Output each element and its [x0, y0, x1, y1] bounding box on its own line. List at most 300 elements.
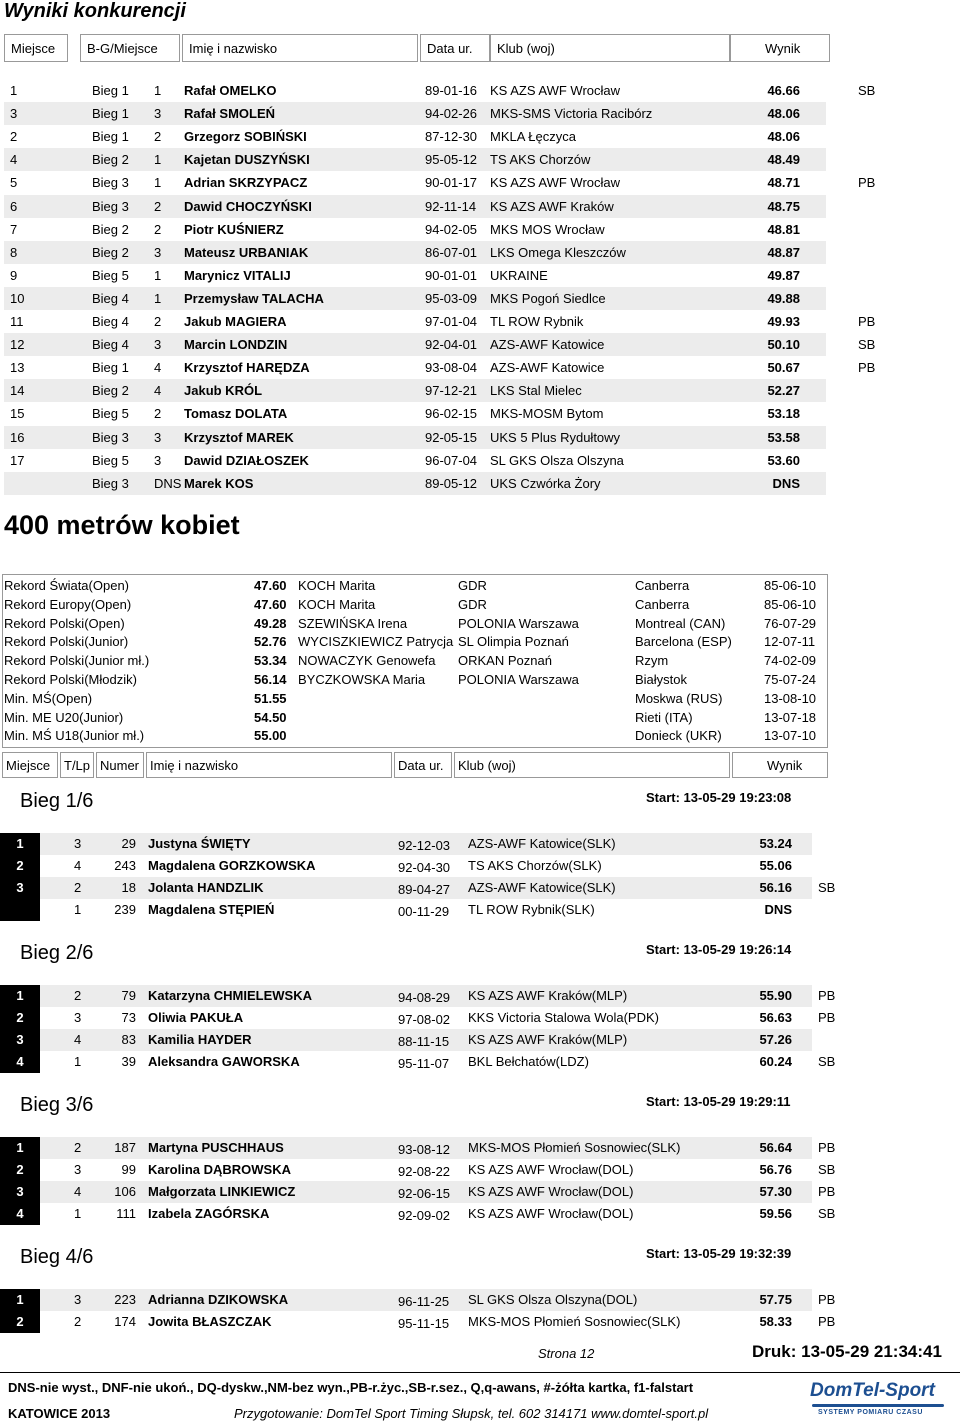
athlete-name: Rafał OMELKO [184, 83, 277, 98]
athlete-name: Piotr KUŚNIERZ [184, 221, 284, 237]
result-cell: 56.63 [759, 1010, 792, 1025]
table-row [0, 171, 960, 194]
heat-start-time: Start: 13-05-29 19:23:08 [646, 790, 792, 805]
heat-start-time: Start: 13-05-29 19:32:39 [646, 1246, 792, 1261]
athlete-name: Jakub MAGIERA [184, 314, 287, 329]
heat-place-cell: 1 [154, 175, 162, 191]
heat-place-badge: 3 [0, 1181, 40, 1203]
heat-title: Bieg 2/6 [20, 942, 94, 964]
record-row [0, 651, 826, 670]
record-value: 52.76 [254, 634, 287, 650]
dob-cell: 86-07-01 [425, 244, 478, 260]
club-cell: AZS-AWF Katowice [490, 337, 605, 353]
place-cell: 14 [10, 383, 25, 399]
heat-row [0, 1007, 960, 1029]
athlete-name: Marek KOS [184, 475, 254, 491]
heat-row [0, 1311, 960, 1333]
heat-place-cell: 2 [154, 198, 162, 214]
heat-cell: Bieg 1 [92, 360, 129, 376]
bib-number: 223 [114, 1292, 136, 1307]
record-label: Min. MŚ(Open) [4, 690, 93, 706]
dob-cell: 94-02-26 [425, 106, 478, 122]
club-cell: TL ROW Rybnik [490, 314, 584, 329]
heat-row [0, 1289, 960, 1311]
heat-row [0, 1051, 960, 1073]
dob-cell: 96-02-15 [425, 406, 478, 422]
dob-cell: 95-11-07 [398, 1056, 450, 1071]
heat-start-time: Start: 13-05-29 19:29:11 [646, 1094, 791, 1109]
club-cell: MKS-SMS Victoria Racibórz [490, 106, 653, 122]
col2-dob: Data ur. [394, 752, 452, 778]
athlete-name: Jolanta HANDZLIK [148, 880, 264, 895]
record-row [0, 632, 826, 651]
record-row [0, 689, 826, 708]
heat-cell: Bieg 5 [92, 452, 129, 468]
result-cell: 48.49 [767, 152, 800, 168]
dob-cell: 89-04-27 [398, 882, 451, 897]
result-cell: 53.58 [767, 429, 800, 445]
athlete-name: Dawid CHOCZYŃSKI [184, 198, 312, 214]
dob-cell: 92-09-02 [398, 1208, 451, 1223]
domtel-logo [810, 1380, 950, 1424]
athlete-name: Aleksandra GAWORSKA [148, 1054, 300, 1069]
club-cell: KS AZS AWF Kraków(MLP) [468, 988, 628, 1003]
bib-number: 73 [121, 1010, 136, 1025]
lane-cell: 4 [74, 1032, 82, 1047]
note-cell: PB [818, 1314, 836, 1329]
club-cell: MKLA Łęczyca [490, 129, 576, 145]
lane-cell: 1 [74, 1054, 82, 1069]
athlete-name: Adrianna DZIKOWSKA [148, 1292, 289, 1307]
result-cell: 46.66 [767, 83, 800, 98]
athlete-name: Adrian SKRZYPACZ [184, 175, 308, 191]
club-cell: LKS Omega Kleszczów [490, 244, 626, 260]
heat-cell: Bieg 2 [92, 244, 129, 260]
club-cell: KS AZS AWF Kraków(MLP) [468, 1032, 628, 1047]
record-label: Min. MŚ U18(Junior mł.) [4, 728, 145, 744]
heat-start-time: Start: 13-05-29 19:26:14 [646, 942, 792, 957]
dob-cell: 89-05-12 [425, 475, 478, 491]
club-cell: SL GKS Olsza Olszyna [490, 452, 624, 468]
record-city: Donieck (UKR) [635, 728, 722, 744]
record-label: Rekord Polski(Junior) [4, 634, 129, 650]
result-cell: 48.75 [767, 198, 800, 214]
col2-name: Imię i nazwisko [146, 752, 392, 778]
table-row [0, 449, 960, 472]
record-row [0, 576, 826, 595]
place-cell: 15 [10, 406, 25, 422]
bib-number: 99 [121, 1162, 136, 1177]
preparation-credit: Przygotowanie: DomTel Sport Timing Słupsk, tel. 602 314171 www.domtel-sport.pl [234, 1406, 709, 1421]
print-timestamp: Druk: 13-05-29 21:34:41 [752, 1342, 942, 1361]
record-holder: KOCH Marita [298, 578, 376, 593]
record-date: 12-07-11 [764, 634, 816, 650]
heat-place-cell: 3 [154, 429, 162, 445]
athlete-name: Jowita BŁASZCZAK [148, 1314, 272, 1329]
heat-cell: Bieg 1 [92, 83, 129, 98]
dob-cell: 92-06-15 [398, 1186, 451, 1201]
record-row [0, 726, 826, 745]
heat-row [0, 1203, 960, 1225]
lane-cell: 3 [74, 1010, 82, 1025]
table-row [0, 241, 960, 264]
result-cell: 53.60 [767, 452, 800, 468]
heat-place-cell: 1 [154, 152, 162, 168]
table-row [0, 125, 960, 148]
record-value: 51.55 [254, 690, 287, 706]
athlete-name: Justyna ŚWIĘTY [148, 836, 251, 851]
heat-place-badge: 2 [0, 1007, 40, 1029]
result-cell: 57.75 [759, 1292, 792, 1307]
lane-cell: 1 [74, 1206, 82, 1221]
result-cell: 49.88 [767, 290, 800, 306]
record-row [0, 595, 826, 614]
col2-lane: T/Lp [60, 752, 94, 778]
club-cell: MKS-MOSM Bytom [490, 406, 604, 422]
note-cell: PB [818, 1292, 836, 1307]
note-cell: PB [818, 988, 836, 1003]
heat-title: Bieg 3/6 [20, 1094, 94, 1116]
heat-row [0, 899, 960, 921]
dob-cell: 00-11-29 [398, 904, 450, 919]
bib-number: 18 [121, 880, 136, 895]
note-cell: SB [858, 83, 876, 98]
heat-cell: Bieg 3 [92, 475, 129, 491]
dob-cell: 94-08-29 [398, 990, 451, 1005]
result-cell: 56.76 [759, 1162, 792, 1177]
heat-place-badge: 1 [0, 1289, 40, 1311]
heat-place-cell: 2 [154, 221, 162, 237]
heat-place-cell: 2 [154, 129, 162, 145]
bib-number: 174 [114, 1314, 136, 1329]
heat-cell: Bieg 2 [92, 383, 129, 399]
heat-cell: Bieg 4 [92, 337, 129, 353]
record-date: 75-07-24 [764, 672, 817, 687]
table-row [0, 195, 960, 218]
club-cell: AZS-AWF Katowice [490, 360, 605, 376]
heat-header [0, 752, 830, 778]
table-row [0, 379, 960, 402]
result-cell: 49.93 [767, 314, 800, 329]
col2-club: Klub (woj) [454, 752, 730, 778]
result-cell: 50.67 [767, 360, 800, 376]
bib-number: 29 [121, 836, 136, 851]
table-row [0, 102, 960, 125]
athlete-name: Kamilia HAYDER [148, 1032, 252, 1047]
record-label: Min. ME U20(Junior) [4, 709, 124, 725]
place-cell: 12 [10, 337, 25, 353]
record-label: Rekord Świata(Open) [4, 578, 129, 593]
bib-number: 79 [121, 988, 136, 1003]
club-cell: UKS Czwórka Żory [490, 475, 601, 491]
place-cell: 10 [10, 290, 25, 306]
dob-cell: 97-08-02 [398, 1012, 451, 1027]
dob-cell: 87-12-30 [425, 129, 478, 145]
dob-cell: 94-02-05 [425, 221, 478, 237]
dob-cell: 93-08-04 [425, 360, 478, 376]
heat-place-cell: 1 [154, 267, 162, 283]
heat-place-cell: DNS [154, 475, 182, 491]
result-cell: 49.87 [767, 267, 800, 283]
result-cell: 57.30 [759, 1184, 792, 1199]
club-cell: MKS-MOS Płomień Sosnowiec(SLK) [468, 1140, 681, 1155]
place-cell: 17 [10, 452, 25, 468]
club-cell: KS AZS AWF Wrocław [490, 175, 621, 191]
result-cell: 53.18 [767, 406, 800, 422]
note-cell: PB [818, 1140, 836, 1155]
table-row [0, 79, 960, 102]
note-cell: SB [818, 1162, 836, 1177]
result-cell: 48.71 [767, 175, 800, 191]
table-row [0, 218, 960, 241]
record-date: 85-06-10 [764, 578, 817, 593]
heat-place-badge: 1 [0, 985, 40, 1007]
record-value: 56.14 [254, 672, 287, 687]
lane-cell: 3 [74, 836, 82, 851]
record-city: Rzym [635, 653, 669, 669]
heat-place-badge: 2 [0, 855, 40, 877]
club-cell: MKS Pogoń Siedlce [490, 290, 606, 306]
bib-number: 111 [116, 1206, 136, 1221]
place-cell: 9 [10, 267, 18, 283]
bib-number: 83 [121, 1032, 136, 1047]
athlete-name: Krzysztof MAREK [184, 429, 294, 445]
heat-place-badge: 2 [0, 1159, 40, 1181]
col2-place: Miejsce [2, 752, 58, 778]
record-date: 13-08-10 [764, 690, 817, 706]
note-cell: PB [858, 360, 876, 376]
record-row [0, 614, 826, 633]
heat-cell: Bieg 5 [92, 406, 129, 422]
dob-cell: 96-11-25 [398, 1294, 450, 1309]
result-cell: 48.87 [767, 244, 800, 260]
page-title: Wyniki konkurencji [4, 0, 186, 22]
section-title: 400 metrów kobiet [4, 510, 240, 540]
table-row [0, 287, 960, 310]
heat-cell: Bieg 2 [92, 221, 129, 237]
heat-row [0, 985, 960, 1007]
col-name: Imię i nazwisko [182, 34, 418, 62]
record-value: 49.28 [254, 615, 287, 631]
heat-place-cell: 1 [154, 83, 162, 98]
place-cell: 13 [10, 360, 25, 376]
dob-cell: 96-07-04 [425, 452, 478, 468]
club-cell: KS AZS AWF Wrocław(DOL) [468, 1162, 634, 1177]
place-cell: 5 [10, 175, 18, 191]
club-cell: AZS-AWF Katowice(SLK) [468, 836, 616, 851]
note-cell: PB [818, 1184, 836, 1199]
record-value: 47.60 [254, 596, 287, 612]
club-cell: KKS Victoria Stalowa Wola(PDK) [468, 1010, 659, 1025]
record-label: Rekord Europy(Open) [4, 596, 132, 612]
heat-place-cell: 3 [154, 106, 162, 122]
place-cell: 2 [10, 129, 18, 145]
athlete-name: Magdalena GORZKOWSKA [148, 858, 316, 873]
dob-cell: 89-01-16 [425, 83, 478, 98]
athlete-name: Oliwia PAKUŁA [148, 1010, 244, 1025]
result-cell: 56.64 [759, 1140, 792, 1155]
heat-place-cell: 4 [154, 360, 162, 376]
record-city: Montreal (CAN) [635, 615, 726, 631]
note-cell: SB [818, 1206, 836, 1221]
heat-cell: Bieg 5 [92, 267, 129, 283]
footer-divider [0, 1372, 960, 1373]
page-number: Strona 12 [538, 1346, 595, 1361]
club-cell: KS AZS AWF Wrocław [490, 83, 621, 98]
col-result: Wynik [730, 34, 830, 62]
athlete-name: Magdalena STĘPIEŃ [148, 902, 275, 917]
heat-place-cell: 2 [154, 406, 162, 422]
record-holder: NOWACZYK Genowefa [298, 653, 436, 669]
record-value: 47.60 [254, 578, 287, 593]
lane-cell: 4 [74, 1184, 82, 1199]
club-cell: TS AKS Chorzów [490, 152, 591, 168]
col2-result: Wynik [732, 752, 828, 778]
result-cell: 50.10 [767, 337, 800, 353]
table-row [0, 264, 960, 287]
bib-number: 106 [114, 1184, 136, 1199]
result-cell: 53.24 [759, 836, 792, 851]
bib-number: 243 [114, 858, 136, 873]
record-club: POLONIA Warszawa [458, 672, 579, 687]
record-row [0, 708, 826, 727]
athlete-name: Krzysztof HARĘDZA [184, 360, 310, 376]
dob-cell: 88-11-15 [398, 1034, 450, 1049]
results-header [4, 34, 830, 62]
record-city: Canberra [635, 596, 690, 612]
record-holder: SZEWIŃSKA Irena [298, 615, 408, 631]
club-cell: AZS-AWF Katowice(SLK) [468, 880, 616, 895]
athlete-name: Katarzyna CHMIELEWSKA [148, 988, 312, 1003]
club-cell: KS AZS AWF Wrocław(DOL) [468, 1206, 634, 1221]
result-cell: 55.90 [759, 988, 792, 1003]
result-cell: 58.33 [759, 1314, 792, 1329]
club-cell: TL ROW Rybnik(SLK) [468, 902, 595, 917]
place-cell: 4 [10, 152, 18, 168]
heat-row [0, 855, 960, 877]
record-club: SL Olimpia Poznań [458, 634, 569, 650]
lane-cell: 3 [74, 1292, 82, 1307]
athlete-name: Marcin LONDZIN [184, 337, 288, 353]
note-cell: SB [818, 1054, 836, 1069]
record-club: GDR [458, 578, 487, 593]
result-cell: 48.06 [767, 129, 800, 145]
result-cell: 48.06 [767, 106, 800, 122]
athlete-name: Martyna PUSCHHAUS [148, 1140, 284, 1155]
heat-place-badge: 2 [0, 1311, 40, 1333]
place-cell: 8 [10, 244, 18, 260]
record-holder: WYCISZKIEWICZ Patrycja [298, 634, 454, 650]
athlete-name: Dawid DZIAŁOSZEK [184, 452, 309, 468]
record-holder: KOCH Marita [298, 596, 376, 612]
lane-cell: 2 [74, 880, 82, 895]
heat-row [0, 877, 960, 899]
col-club: Klub (woj) [490, 34, 730, 62]
heat-place-badge: 1 [0, 833, 40, 855]
record-date: 74-02-09 [764, 653, 817, 669]
table-row [0, 310, 960, 333]
note-cell: SB [858, 337, 876, 353]
heat-cell: Bieg 1 [92, 129, 129, 145]
record-city: Moskwa (RUS) [635, 690, 723, 706]
dob-cell: 92-11-14 [425, 198, 477, 214]
record-label: Rekord Polski(Junior mł.) [4, 653, 150, 669]
heat-cell: Bieg 3 [92, 429, 129, 445]
club-cell: TS AKS Chorzów(SLK) [468, 858, 602, 873]
record-label: Rekord Polski(Młodzik) [4, 672, 137, 687]
lane-cell: 2 [74, 1140, 82, 1155]
record-city: Rieti (ITA) [635, 709, 693, 725]
heat-cell: Bieg 3 [92, 175, 129, 191]
athlete-name: Przemysław TALACHA [184, 290, 324, 306]
col-dob: Data ur. [420, 34, 490, 62]
heat-place-badge: 4 [0, 1051, 40, 1073]
record-club: POLONIA Warszawa [458, 615, 579, 631]
heat-row [0, 1159, 960, 1181]
athlete-name: Mateusz URBANIAK [184, 244, 309, 260]
record-value: 54.50 [254, 709, 287, 725]
result-cell: 60.24 [759, 1054, 792, 1069]
result-cell: 56.16 [759, 880, 792, 895]
col-place: Miejsce [4, 34, 68, 62]
club-cell: MKS MOS Wrocław [490, 221, 605, 237]
dob-cell: 92-08-22 [398, 1164, 451, 1179]
club-cell: BKL Bełchatów(LDZ) [468, 1054, 589, 1069]
heat-place-cell: 3 [154, 244, 162, 260]
record-holder: BYCZKOWSKA Maria [298, 672, 426, 687]
record-date: 85-06-10 [764, 596, 817, 612]
table-row [0, 472, 960, 495]
athlete-name: Małgorzata LINKIEWICZ [148, 1184, 296, 1199]
heat-place-badge: 3 [0, 877, 40, 899]
lane-cell: 2 [74, 988, 82, 1003]
logo-subtitle: SYSTEMY POMIARU CZASU [818, 1409, 923, 1416]
club-cell: KS AZS AWF Wrocław(DOL) [468, 1184, 634, 1199]
heat-cell: Bieg 2 [92, 152, 129, 168]
dob-cell: 97-12-21 [425, 383, 478, 399]
athlete-name: Rafał SMOLEŃ [184, 106, 276, 122]
note-cell: SB [818, 880, 836, 895]
record-club: GDR [458, 596, 487, 612]
table-row [0, 402, 960, 425]
result-cell: DNS [772, 475, 800, 491]
club-cell: MKS-MOS Płomień Sosnowiec(SLK) [468, 1314, 681, 1329]
heat-title: Bieg 4/6 [20, 1246, 94, 1268]
place-cell: 16 [10, 429, 25, 445]
dob-cell: 90-01-17 [425, 175, 478, 191]
heat-place-cell: 1 [154, 290, 162, 306]
club-cell: UKRAINE [490, 267, 548, 283]
result-cell: 52.27 [767, 383, 800, 399]
record-club: ORKAN Poznań [458, 653, 552, 669]
heat-row [0, 1137, 960, 1159]
heat-cell: Bieg 1 [92, 106, 129, 122]
record-value: 53.34 [254, 653, 287, 669]
heat-cell: Bieg 4 [92, 314, 129, 329]
result-cell: 55.06 [759, 858, 792, 873]
lane-cell: 4 [74, 858, 82, 873]
club-cell: SL GKS Olsza Olszyna(DOL) [468, 1292, 638, 1307]
heat-cell: Bieg 4 [92, 290, 129, 306]
result-cell: 48.81 [767, 221, 800, 237]
club-cell: UKS 5 Plus Rydułtowy [490, 429, 621, 445]
heat-place-cell: 3 [154, 337, 162, 353]
heat-cell: Bieg 3 [92, 198, 129, 214]
dob-cell: 95-05-12 [425, 152, 478, 168]
table-row [0, 148, 960, 171]
athlete-name: Grzegorz SOBIŃSKI [184, 129, 307, 145]
record-date: 13-07-18 [764, 709, 817, 725]
